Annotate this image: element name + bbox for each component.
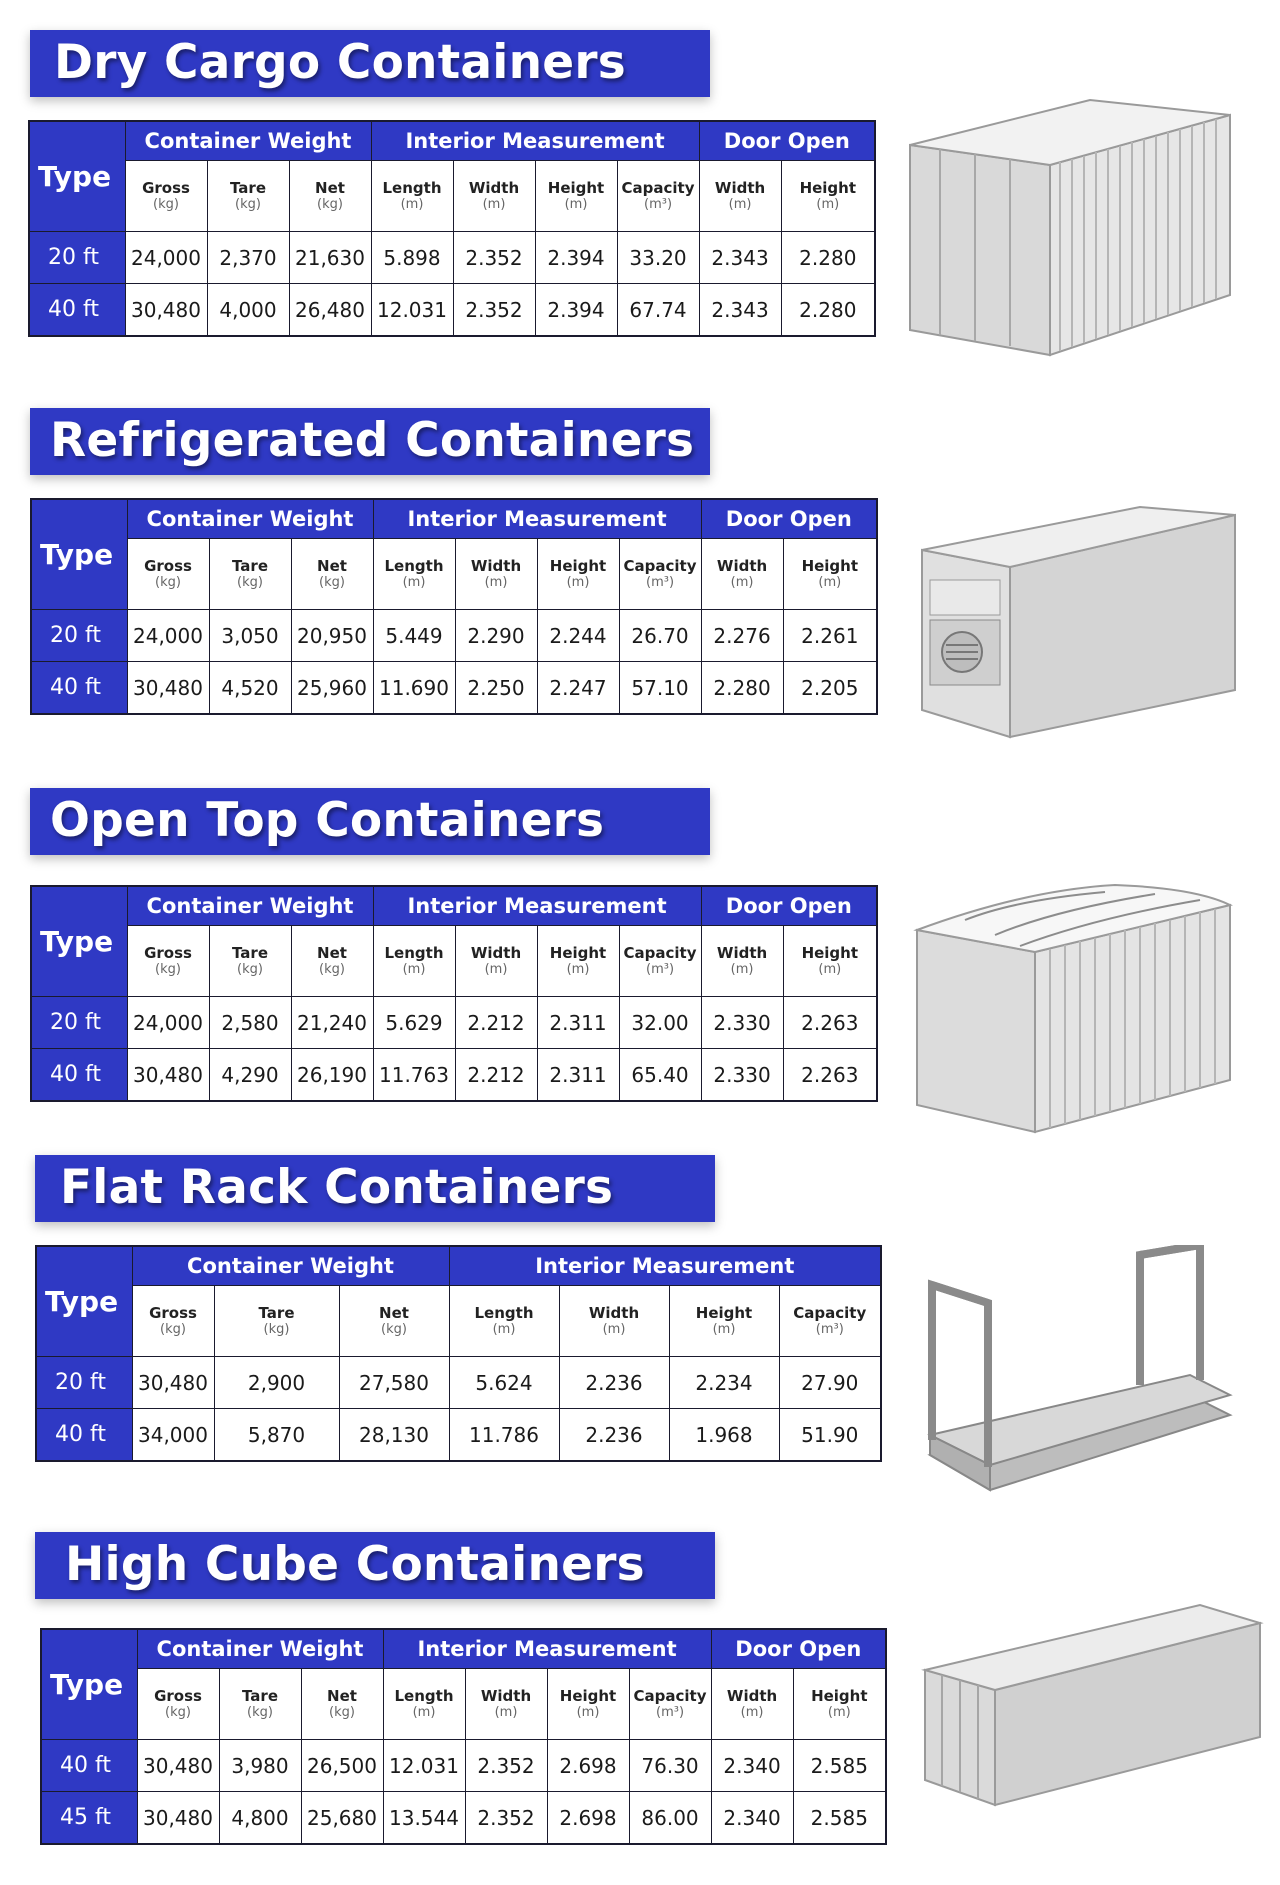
cell-length: 5.898 [371, 232, 453, 284]
cell-net: 21,630 [289, 232, 371, 284]
cell-gross: 30,480 [137, 1792, 219, 1845]
cell-gross: 34,000 [132, 1409, 214, 1462]
cell-capacity: 86.00 [629, 1792, 711, 1845]
section-title-bar [30, 788, 710, 855]
table-row [31, 662, 877, 715]
group-container-weight: Container Weight [132, 1246, 449, 1286]
cell-net: 25,960 [291, 662, 373, 715]
table-row [31, 997, 877, 1049]
col-length: Length (m) [449, 1286, 559, 1357]
type-header: Type [31, 886, 127, 997]
cell-net: 20,950 [291, 610, 373, 662]
col-height: Height (m) [669, 1286, 779, 1357]
col-length: Length (m) [383, 1669, 465, 1740]
cell-capacity: 26.70 [619, 610, 701, 662]
row-type: 40 ft [36, 1409, 132, 1462]
col-tare: Tare (kg) [219, 1669, 301, 1740]
row-type: 40 ft [31, 1049, 127, 1102]
cell-tare: 5,870 [214, 1409, 339, 1462]
cell-door-width: 2.280 [701, 662, 783, 715]
col-capacity: Capacity (m³) [617, 161, 699, 232]
spec-table-high-cube [40, 1628, 887, 1845]
col-width: Width (m) [559, 1286, 669, 1357]
cell-tare: 2,370 [207, 232, 289, 284]
row-type: 40 ft [29, 284, 125, 337]
cell-net: 27,580 [339, 1357, 449, 1409]
cell-length: 11.690 [373, 662, 455, 715]
cell-door-width: 2.330 [701, 1049, 783, 1102]
refrigerated-container-icon [910, 505, 1255, 745]
cell-width: 2.290 [455, 610, 537, 662]
cell-width: 2.352 [453, 284, 535, 337]
cell-tare: 4,000 [207, 284, 289, 337]
col-tare: Tare (kg) [209, 539, 291, 610]
col-height: Height (m) [537, 539, 619, 610]
cell-tare: 2,580 [209, 997, 291, 1049]
row-type: 20 ft [36, 1357, 132, 1409]
section-title-bar [35, 1155, 715, 1222]
col-gross: Gross (kg) [137, 1669, 219, 1740]
col-width: Width (m) [465, 1669, 547, 1740]
col-door-height: Height (m) [781, 161, 875, 232]
col-gross: Gross (kg) [132, 1286, 214, 1357]
col-door-width: Width (m) [701, 539, 783, 610]
cell-length: 5.449 [373, 610, 455, 662]
cell-capacity: 57.10 [619, 662, 701, 715]
cell-door-height: 2.585 [793, 1792, 886, 1845]
cell-width: 2.212 [455, 997, 537, 1049]
group-container-weight: Container Weight [127, 886, 373, 926]
group-interior-measurement: Interior Measurement [373, 886, 701, 926]
type-header: Type [31, 499, 127, 610]
cell-width: 2.236 [559, 1357, 669, 1409]
col-height: Height (m) [547, 1669, 629, 1740]
cell-door-height: 2.261 [783, 610, 877, 662]
section-title: Open Top Containers [50, 793, 605, 848]
cell-length: 11.763 [373, 1049, 455, 1102]
cell-net: 26,500 [301, 1740, 383, 1792]
cell-width: 2.352 [465, 1792, 547, 1845]
spec-table-refrigerated [30, 498, 878, 715]
col-door-height: Height (m) [783, 926, 877, 997]
cell-gross: 30,480 [132, 1357, 214, 1409]
group-interior-measurement: Interior Measurement [373, 499, 701, 539]
cell-capacity: 76.30 [629, 1740, 711, 1792]
cell-height: 2.698 [547, 1740, 629, 1792]
cell-length: 5.624 [449, 1357, 559, 1409]
table-row [41, 1740, 886, 1792]
col-capacity: Capacity (m³) [779, 1286, 881, 1357]
cell-gross: 30,480 [127, 1049, 209, 1102]
cell-gross: 24,000 [127, 997, 209, 1049]
dry-cargo-container-icon [900, 95, 1245, 365]
flat-rack-container-icon [910, 1245, 1250, 1495]
col-gross: Gross (kg) [127, 539, 209, 610]
cell-tare: 3,050 [209, 610, 291, 662]
type-header: Type [36, 1246, 132, 1357]
row-type: 20 ft [29, 232, 125, 284]
col-gross: Gross (kg) [127, 926, 209, 997]
cell-door-width: 2.343 [699, 284, 781, 337]
open-top-container-icon [905, 880, 1250, 1140]
row-type: 45 ft [41, 1792, 137, 1845]
col-door-height: Height (m) [783, 539, 877, 610]
row-type: 20 ft [31, 610, 127, 662]
col-net: Net (kg) [289, 161, 371, 232]
spec-table-dry-cargo [28, 120, 876, 337]
cell-net: 26,480 [289, 284, 371, 337]
col-capacity: Capacity (m³) [619, 926, 701, 997]
cell-tare: 2,900 [214, 1357, 339, 1409]
col-length: Length (m) [373, 926, 455, 997]
table-row [31, 1049, 877, 1102]
cell-length: 12.031 [371, 284, 453, 337]
cell-length: 5.629 [373, 997, 455, 1049]
cell-capacity: 33.20 [617, 232, 699, 284]
col-width: Width (m) [455, 539, 537, 610]
group-door-open: Door Open [699, 121, 875, 161]
col-door-height: Height (m) [793, 1669, 886, 1740]
cell-net: 28,130 [339, 1409, 449, 1462]
col-net: Net (kg) [291, 926, 373, 997]
cell-gross: 24,000 [125, 232, 207, 284]
cell-door-width: 2.340 [711, 1740, 793, 1792]
table-row [41, 1792, 886, 1845]
cell-height: 2.247 [537, 662, 619, 715]
col-height: Height (m) [537, 926, 619, 997]
cell-door-width: 2.330 [701, 997, 783, 1049]
row-type: 40 ft [41, 1740, 137, 1792]
col-door-width: Width (m) [699, 161, 781, 232]
section-title: Dry Cargo Containers [54, 35, 626, 90]
cell-length: 11.786 [449, 1409, 559, 1462]
section-title: Refrigerated Containers [50, 413, 695, 468]
cell-width: 2.212 [455, 1049, 537, 1102]
type-header: Type [29, 121, 125, 232]
cell-height: 2.234 [669, 1357, 779, 1409]
cell-door-height: 2.280 [781, 232, 875, 284]
cell-door-height: 2.585 [793, 1740, 886, 1792]
group-door-open: Door Open [711, 1629, 886, 1669]
cell-height: 2.311 [537, 997, 619, 1049]
col-capacity: Capacity (m³) [629, 1669, 711, 1740]
cell-height: 2.311 [537, 1049, 619, 1102]
cell-door-width: 2.343 [699, 232, 781, 284]
group-interior-measurement: Interior Measurement [383, 1629, 711, 1669]
high-cube-container-icon [920, 1595, 1265, 1815]
col-tare: Tare (kg) [209, 926, 291, 997]
col-tare: Tare (kg) [214, 1286, 339, 1357]
cell-width: 2.352 [465, 1740, 547, 1792]
col-length: Length (m) [371, 161, 453, 232]
cell-capacity: 67.74 [617, 284, 699, 337]
cell-height: 2.698 [547, 1792, 629, 1845]
col-width: Width (m) [455, 926, 537, 997]
col-width: Width (m) [453, 161, 535, 232]
cell-door-height: 2.263 [783, 1049, 877, 1102]
group-interior-measurement: Interior Measurement [371, 121, 699, 161]
table-row [31, 610, 877, 662]
col-gross: Gross (kg) [125, 161, 207, 232]
cell-height: 2.394 [535, 284, 617, 337]
col-tare: Tare (kg) [207, 161, 289, 232]
col-door-width: Width (m) [701, 926, 783, 997]
cell-net: 25,680 [301, 1792, 383, 1845]
cell-width: 2.250 [455, 662, 537, 715]
cell-door-height: 2.263 [783, 997, 877, 1049]
section-title: Flat Rack Containers [60, 1160, 614, 1215]
type-header: Type [41, 1629, 137, 1740]
cell-gross: 30,480 [137, 1740, 219, 1792]
cell-height: 2.394 [535, 232, 617, 284]
cell-capacity: 32.00 [619, 997, 701, 1049]
col-net: Net (kg) [291, 539, 373, 610]
group-container-weight: Container Weight [127, 499, 373, 539]
cell-width: 2.236 [559, 1409, 669, 1462]
cell-door-width: 2.340 [711, 1792, 793, 1845]
cell-capacity: 27.90 [779, 1357, 881, 1409]
cell-height: 1.968 [669, 1409, 779, 1462]
col-door-width: Width (m) [711, 1669, 793, 1740]
cell-door-height: 2.205 [783, 662, 877, 715]
col-capacity: Capacity (m³) [619, 539, 701, 610]
group-door-open: Door Open [701, 499, 877, 539]
section-title-bar [30, 30, 710, 97]
cell-gross: 30,480 [127, 662, 209, 715]
group-container-weight: Container Weight [125, 121, 371, 161]
cell-tare: 4,290 [209, 1049, 291, 1102]
group-container-weight: Container Weight [137, 1629, 383, 1669]
table-row [36, 1357, 881, 1409]
table-row [29, 232, 875, 284]
cell-door-height: 2.280 [781, 284, 875, 337]
col-length: Length (m) [373, 539, 455, 610]
cell-capacity: 51.90 [779, 1409, 881, 1462]
col-net: Net (kg) [301, 1669, 383, 1740]
table-row [29, 284, 875, 337]
row-type: 20 ft [31, 997, 127, 1049]
cell-net: 21,240 [291, 997, 373, 1049]
cell-length: 13.544 [383, 1792, 465, 1845]
row-type: 40 ft [31, 662, 127, 715]
cell-tare: 3,980 [219, 1740, 301, 1792]
cell-door-width: 2.276 [701, 610, 783, 662]
cell-net: 26,190 [291, 1049, 373, 1102]
cell-capacity: 65.40 [619, 1049, 701, 1102]
cell-height: 2.244 [537, 610, 619, 662]
section-title-bar [35, 1532, 715, 1599]
cell-tare: 4,800 [219, 1792, 301, 1845]
col-height: Height (m) [535, 161, 617, 232]
col-net: Net (kg) [339, 1286, 449, 1357]
group-door-open: Door Open [701, 886, 877, 926]
cell-tare: 4,520 [209, 662, 291, 715]
group-interior-measurement: Interior Measurement [449, 1246, 881, 1286]
spec-table-flat-rack [35, 1245, 882, 1462]
section-title: High Cube Containers [65, 1537, 645, 1592]
cell-width: 2.352 [453, 232, 535, 284]
table-row [36, 1409, 881, 1462]
cell-length: 12.031 [383, 1740, 465, 1792]
spec-table-open-top [30, 885, 878, 1102]
cell-gross: 30,480 [125, 284, 207, 337]
cell-gross: 24,000 [127, 610, 209, 662]
section-title-bar [30, 408, 710, 475]
